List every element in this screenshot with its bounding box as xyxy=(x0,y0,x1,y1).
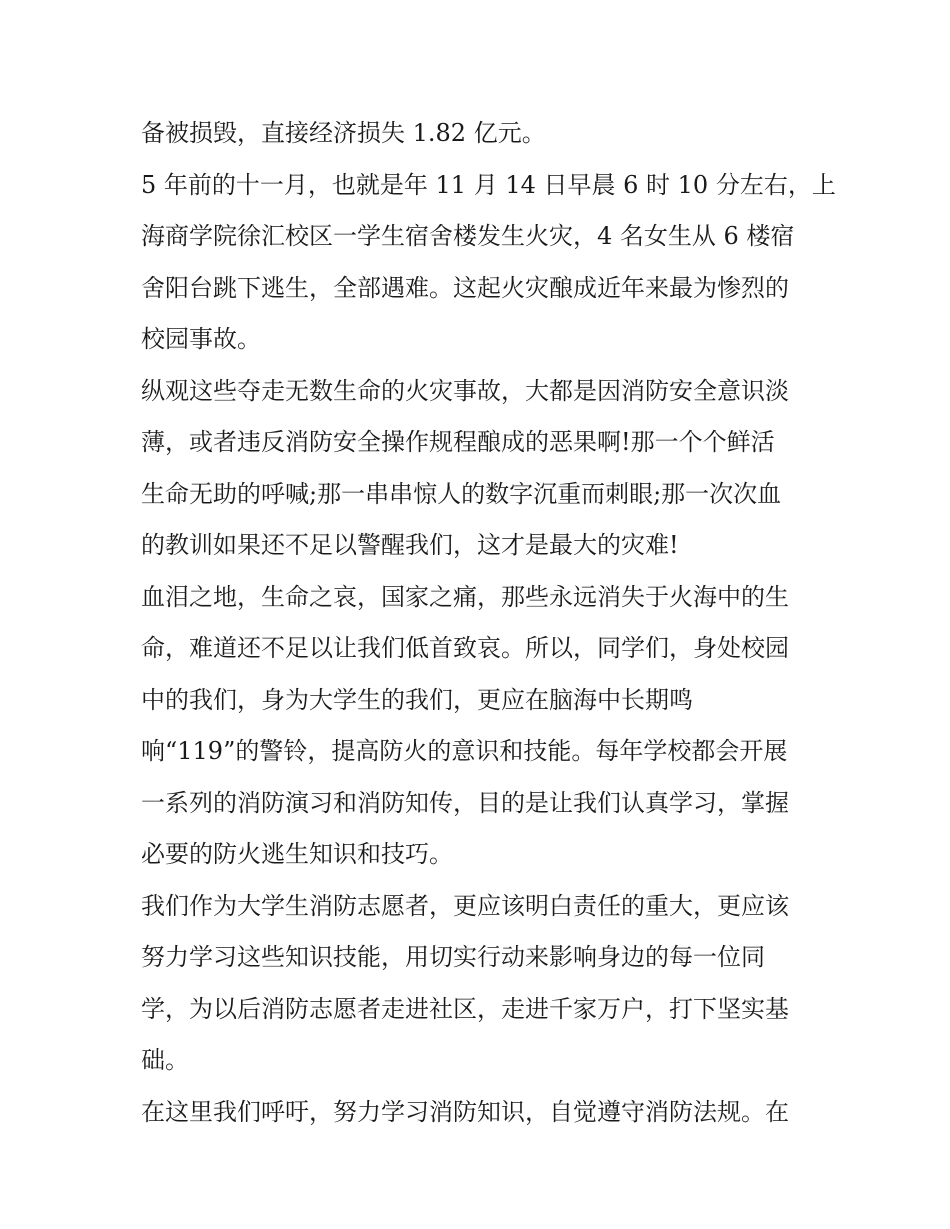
text-line: 校园事故。 xyxy=(141,325,261,353)
body-text xyxy=(141,108,836,1138)
text-line: 学，为以后消防志愿者走进社区，走进千家万户，打下坚实基 xyxy=(141,994,789,1023)
text-line: 血泪之地，生命之哀，国家之痛，那些永远消失于火海中的生 xyxy=(141,582,789,611)
text-line: 命，难道还不足以让我们低首致哀。所以，同学们，身处校园 xyxy=(141,634,789,662)
text-line: 必要的防火逃生知识和技巧。 xyxy=(141,840,453,868)
text-line: 一系列的消防演习和消防知传，目的是让我们认真学习，掌握 xyxy=(141,788,789,817)
text-line: 础。 xyxy=(141,1046,189,1074)
text-line: 响“119”的警铃，提高防火的意识和技能。每年学校都会开展 xyxy=(141,737,788,765)
text-line: 努力学习这些知识技能，用切实行动来影响身边的每一位同 xyxy=(141,943,765,971)
text-line: 纵观这些夺走无数生命的火灾事故，大都是因消防安全意识淡 xyxy=(141,376,789,405)
text-line: 舍阳台跳下逃生，全部遇难。这起火灾酿成近年来最为惨烈的 xyxy=(141,273,789,302)
text-line: 在这里我们呼吁，努力学习消防知识，自觉遵守消防法规。在 xyxy=(141,1097,789,1126)
text-line: 生命无助的呼喊;那一串串惊人的数字沉重而刺眼;那一次次血 xyxy=(141,479,782,508)
text-line: 薄，或者违反消防安全操作规程酿成的恶果啊!那一个个鲜活 xyxy=(141,428,775,456)
text-line: 中的我们，身为大学生的我们，更应在脑海中长期鸣 xyxy=(141,685,693,714)
text-line: 海商学院徐汇校区一学生宿舍楼发生火灾，4 名女生从 6 楼宿 xyxy=(141,222,795,250)
text-line: 5 年前的十一月，也就是年 11 月 14 日早晨 6 时 10 分左右，上 xyxy=(141,170,836,199)
text-line: 备被损毁，直接经济损失 1.82 亿元。 xyxy=(141,119,546,147)
text-line: 的教训如果还不足以警醒我们，这才是最大的灾难! xyxy=(141,531,679,559)
text-line: 我们作为大学生消防志愿者，更应该明白责任的重大，更应该 xyxy=(141,891,789,920)
